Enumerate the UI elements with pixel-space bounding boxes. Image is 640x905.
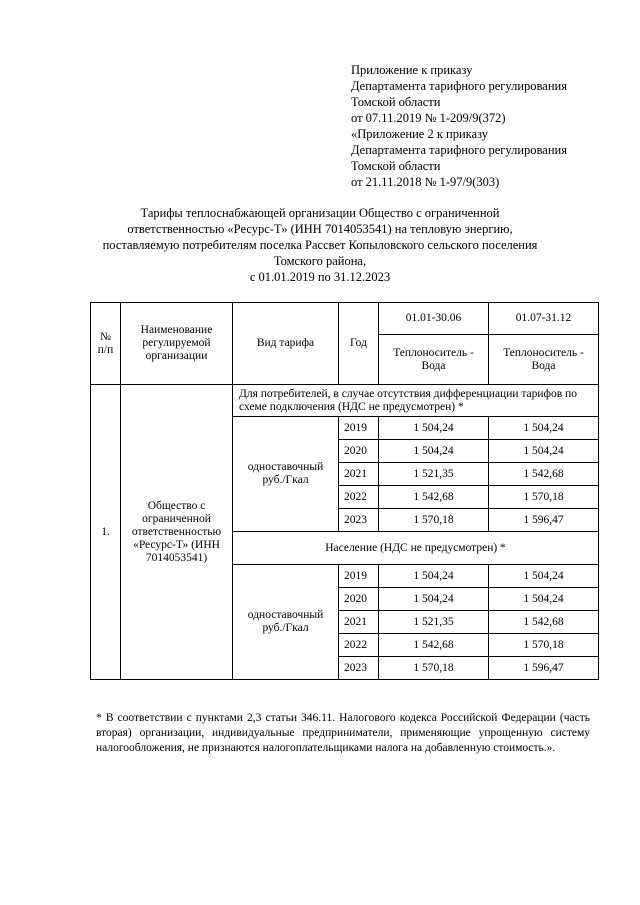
year-cell: 2020 (339, 588, 379, 611)
organization-name: Общество с ограниченной ответственностью «Ресурс-Т» (ИНН 7014053541) (121, 385, 233, 680)
year-cell: 2022 (339, 634, 379, 657)
header-num: № п/п (91, 303, 121, 385)
document-title (70, 205, 570, 285)
group-note-consumers: Для потребителей, в случае отсутствия дифференциации тарифов по схеме подключения (НДС не предусмотрен) * (233, 385, 599, 417)
value-cell: 1 504,24 (379, 417, 489, 440)
header-line: от 07.11.2019 № 1-209/9(372) (351, 111, 506, 125)
year-cell: 2021 (339, 463, 379, 486)
value-cell: 1 542,68 (489, 463, 599, 486)
value-cell: 1 504,24 (489, 588, 599, 611)
header-line: Приложение к приказу (351, 63, 473, 77)
value-cell: 1 570,18 (489, 486, 599, 509)
group-note-population: Население (НДС не предусмотрен) * (233, 532, 599, 565)
value-cell: 1 570,18 (379, 657, 489, 680)
header-year: Год (339, 303, 379, 385)
tariff-type-cell: одноставочный руб./Гкал (233, 417, 339, 532)
value-cell: 1 504,24 (489, 440, 599, 463)
title-line: поставляемую потребителям поселка Рассвет Копыловского сельского поселения (102, 238, 538, 252)
header-org: Наименование регулируемой организации (121, 303, 233, 385)
value-cell: 1 542,68 (489, 611, 599, 634)
value-cell: 1 504,24 (379, 565, 489, 588)
value-cell: 1 596,47 (489, 657, 599, 680)
footnote: * В соответствии с пунктами 2,3 статьи 346.11. Налогового кодекса Российской Федерации (часть вторая) организации, индивидуальные предприниматели, применяющие упрощенную систему налогообложения, не признаются налогоплательщиками налога на добавленную стоимость.». (96, 712, 590, 754)
header-medium-1: Теплоноситель - Вода (379, 335, 489, 385)
year-cell: 2021 (339, 611, 379, 634)
value-cell: 1 596,47 (489, 509, 599, 532)
header-tariff-type: Вид тарифа (233, 303, 339, 385)
value-cell: 1 542,68 (379, 486, 489, 509)
title-line: с 01.01.2019 по 31.12.2023 (249, 270, 391, 284)
year-cell: 2019 (339, 417, 379, 440)
header-period-2: 01.07-31.12 (489, 303, 599, 335)
year-cell: 2023 (339, 657, 379, 680)
tariff-type-cell: одноставочный руб./Гкал (233, 565, 339, 680)
title-line: Томского района, (273, 254, 367, 268)
value-cell: 1 521,35 (379, 611, 489, 634)
value-cell: 1 570,18 (489, 634, 599, 657)
header-medium-2: Теплоноситель - Вода (489, 335, 599, 385)
year-cell: 2023 (339, 509, 379, 532)
value-cell: 1 504,24 (379, 588, 489, 611)
header-line: от 21.11.2018 № 1-97/9(303) (351, 175, 500, 189)
order-appendix-header (351, 62, 621, 190)
value-cell: 1 504,24 (379, 440, 489, 463)
year-cell: 2020 (339, 440, 379, 463)
value-cell: 1 570,18 (379, 509, 489, 532)
header-line: «Приложение 2 к приказу (351, 127, 489, 141)
header-line: Томской области (351, 159, 441, 173)
year-cell: 2022 (339, 486, 379, 509)
year-cell: 2019 (339, 565, 379, 588)
header-line: Департамента тарифного регулирования (351, 143, 567, 157)
title-line: ответственностью «Ресурс-Т» (ИНН 7014053541) на тепловую энергию, (127, 222, 513, 236)
header-line: Департамента тарифного регулирования (351, 79, 567, 93)
tariff-table (90, 302, 599, 680)
value-cell: 1 542,68 (379, 634, 489, 657)
row-number: 1. (91, 385, 121, 680)
header-line: Томской области (351, 95, 441, 109)
value-cell: 1 504,24 (489, 417, 599, 440)
title-line: Тарифы теплоснабжающей организации Общество с ограниченной (140, 206, 500, 220)
value-cell: 1 521,35 (379, 463, 489, 486)
header-period-1: 01.01-30.06 (379, 303, 489, 335)
value-cell: 1 504,24 (489, 565, 599, 588)
